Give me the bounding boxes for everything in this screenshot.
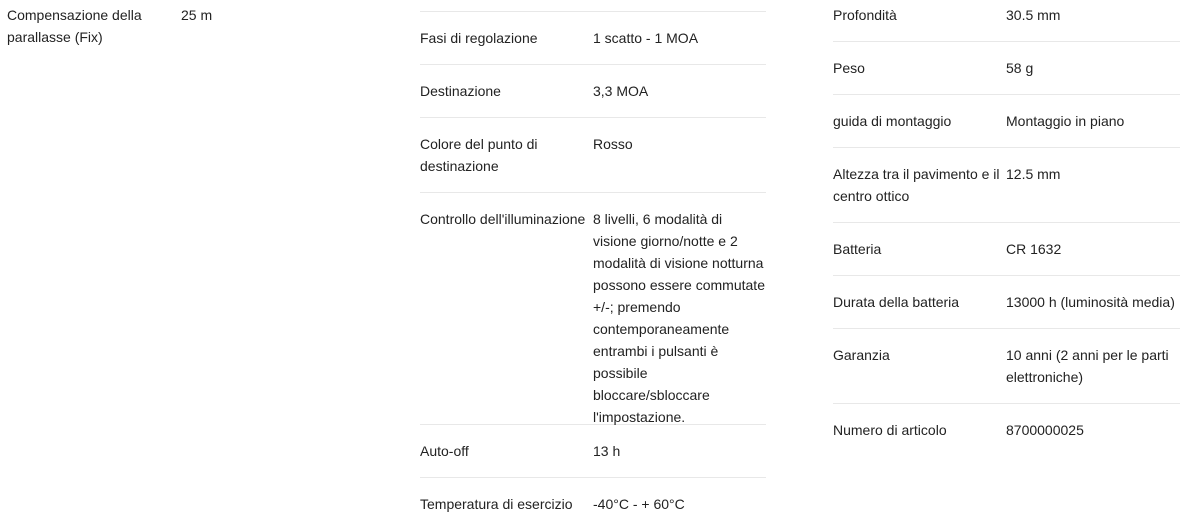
spec-row-battery-life: [833, 276, 1180, 329]
spec-value: 58 g: [1006, 60, 1034, 76]
spec-row-mounting-rail: [833, 95, 1180, 148]
spec-label: guida di montaggio: [833, 113, 952, 129]
spec-label: Controllo dell'illuminazione: [420, 211, 586, 227]
spec-value: 13 h: [593, 443, 621, 459]
spec-label: Durata della batteria: [833, 294, 960, 310]
spec-value: 1 scatto - 1 MOA: [593, 30, 699, 46]
spec-row-article-number: [833, 404, 1180, 457]
spec-label: Colore del punto di destinazione: [420, 136, 538, 174]
spec-label: Numero di articolo: [833, 422, 947, 438]
spec-column-middle: [420, 0, 766, 522]
spec-label: Fasi di regolazione: [420, 30, 538, 46]
spec-row-adjustment-steps: [420, 12, 766, 65]
spec-row-weight: [833, 42, 1180, 95]
spec-label: Garanzia: [833, 347, 890, 363]
spec-row-optical-center-height: [833, 148, 1180, 223]
spec-value: 8 livelli, 6 modalità di visione giorno/notte e 2 modalità di visione notturna possono essere commutate +/-; premendo contemporaneamente entrambi i pulsanti è possibile bloccare/sbloccare l'impostazione.: [593, 211, 765, 425]
spec-row-depth: [833, 0, 1180, 42]
spec-label: Peso: [833, 60, 865, 76]
spec-value: 30.5 mm: [1006, 7, 1061, 23]
spec-value: CR 1632: [1006, 241, 1062, 257]
spec-value: 10 anni (2 anni per le parti elettroniche): [1006, 347, 1169, 385]
spec-value: 3,3 MOA: [593, 83, 649, 99]
spec-label: Compensazione della parallasse (Fix): [7, 7, 142, 45]
spec-label: Batteria: [833, 241, 882, 257]
spec-label: Temperatura di esercizio: [420, 496, 573, 512]
spec-row-dot-color: [420, 118, 766, 193]
spec-row-warranty: [833, 329, 1180, 404]
spec-value: Montaggio in piano: [1006, 113, 1125, 129]
spec-value: 12.5 mm: [1006, 166, 1061, 182]
spec-value: 25 m: [181, 7, 213, 23]
spec-row-illumination-control: [420, 193, 766, 425]
spec-value: 13000 h (luminosità media): [1006, 294, 1175, 310]
spec-label: Destinazione: [420, 83, 501, 99]
spec-column-right: [833, 0, 1180, 457]
spec-value: Rosso: [593, 136, 633, 152]
spec-value: -40°C - + 60°C: [593, 496, 685, 512]
spec-row-parallax: [7, 0, 267, 60]
row-divider: [420, 0, 766, 12]
spec-row-operating-temperature: [420, 478, 766, 522]
spec-label: Auto-off: [420, 443, 469, 459]
spec-column-left: [7, 0, 267, 60]
spec-value: 8700000025: [1006, 422, 1084, 438]
spec-label: Profondità: [833, 7, 897, 23]
spec-label: Altezza tra il pavimento e il centro ottico: [833, 166, 1000, 204]
spec-row-target: [420, 65, 766, 118]
spec-row-auto-off: [420, 425, 766, 478]
spec-row-battery: [833, 223, 1180, 276]
